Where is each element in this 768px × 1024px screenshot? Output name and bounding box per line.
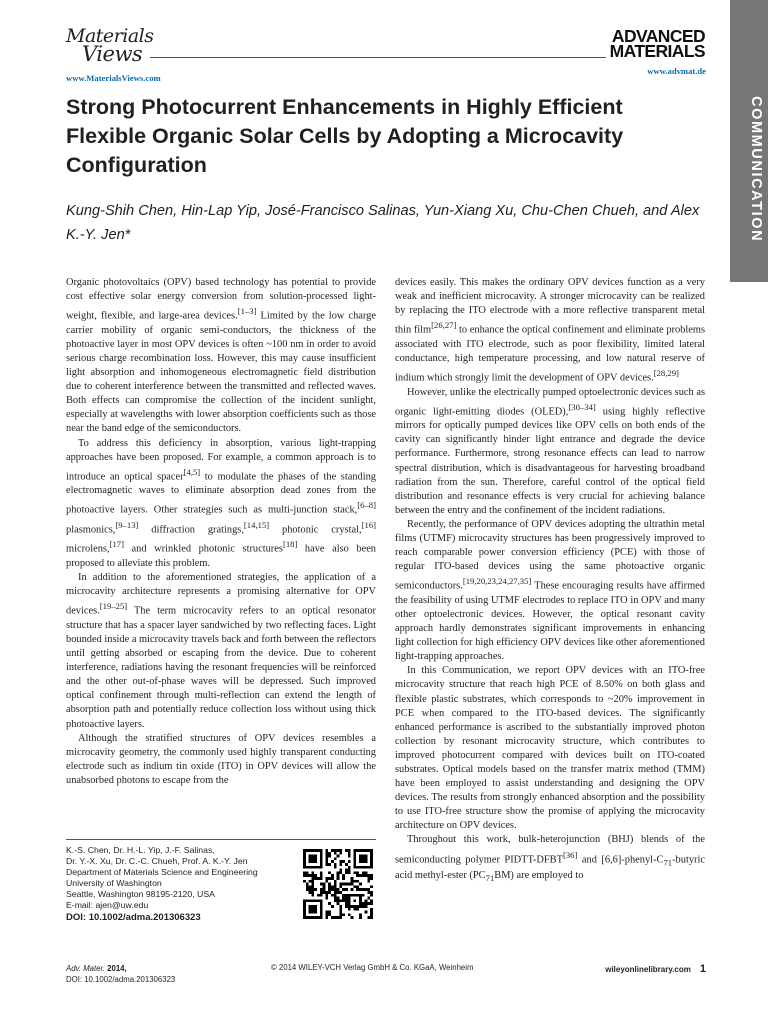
affiliation-line: University of Washington [66,877,162,888]
affiliation-rule [66,839,376,840]
body-right-column [395,276,705,885]
footer-copyright: © 2014 WILEY-VCH Verlag GmbH & Co. KGaA, Weinheim [271,963,474,972]
footer-journal: Adv. Mater. [66,964,105,973]
qr-code-icon[interactable] [303,849,373,924]
article-title: Strong Photocurrent Enhancements in Highly Efficient Flexible Organic Solar Cells by Adopting a Microcavity Configuration [66,95,624,177]
citation[interactable]: [36] [562,849,578,860]
advanced-materials-logo [609,26,705,62]
citation[interactable]: [19,20,23,24,27,35] [462,576,532,587]
affiliation-line: Department of Materials Science and Engineering [66,866,258,877]
paragraph: However, unlike the electrically pumped optoelectronic devices such as organic light-emitting diodes (OLED),[30–34] using highly reflective mirrors for optically pumped devices like OPV cells on both ends of the cavity can significantly hinder light entrance and degrade the device performance. Furthermore, strong resonance effects can lead to narrow spectral distribution, which is disadvantageous for harvesting broadband radiation from the sun. Therefore, careful control of the optical field distribution and resonance effects is very crucial for achieving balance between the entry and the confinement of the incident radiations. [395,386,705,516]
footer-site-link[interactable]: wileyonlinelibrary.com [605,965,691,974]
journal-url[interactable]: www.advmat.de [647,66,706,76]
affiliation-email[interactable]: E-mail: ajen@uw.edu [66,899,149,910]
section-tab [730,0,768,282]
citation[interactable]: [1–3] [237,306,257,317]
affiliation-line: Seattle, Washington 98195-2120, USA [66,888,215,899]
page-number: 1 [699,963,706,975]
paragraph: Throughout this work, bulk-heterojunction (BHJ) blends of the semiconducting polymer PIDTT-DFBT[36] and $[6,6]-phenyl-C_{71}$-butyric acid methyl-ester $(PC_{71}BM)$ are employed to [395,834,705,884]
citation[interactable]: [19–25] [99,601,128,612]
materials-views-logo [66,25,154,67]
citation[interactable]: [30–34] [568,401,596,412]
section-tab-label: COMMUNICATION [748,96,764,243]
article-authors: Kung-Shih Chen, Hin-Lap Yip, José-Francisco Salinas, Yun-Xiang Xu, Chu-Chen Chueh, and Alex K.-Y. Jen* [66,203,700,243]
footer-citation [66,963,175,985]
paragraph: devices easily. This makes the ordinary OPV devices function as a very weak and inefficient microcavity. A stronger microcavity can be realized by replacing the ITO electrode with a more reflective transparent metal thin film[26,27] to enhance the optical confinement and eliminate problems associated with ITO electrode, such as poor flexibility, limited lateral conductance, high temperature processing, and low natural reserve of indium which strongly limit the development of OPV devices.[28,29] [395,277,705,384]
citation[interactable]: [4,5] [183,466,201,477]
citation[interactable]: [28,29] [653,368,679,379]
footer-year: 2014, [105,964,127,973]
body-left-column [66,276,376,788]
article-doi[interactable]: DOI: 10.1002/adma.201306323 [66,912,201,924]
affiliation-line: Dr. Y.-X. Xu, Dr. C.-C. Chueh, Prof. A. K.-Y. Jen [66,855,248,866]
logo-line-1: Materials [66,25,154,47]
header-rule [150,57,606,58]
footer-site [605,963,706,975]
paragraph: To address this deficiency in absorption, various light-trapping approaches have been proposed. For example, a common approach is to introduce an optical spacer[4,5] to modulate the phases of the standing electromagnetic waves to eliminate absorption dead zones from the photoactive layers. Other strategies such as multi-junction stack,[6–8] plasmonics,[9–13] diffraction gratings,[14,15] photonic crystal,[16] microlens,[17] and wrinkled photonic structures[18] have also been proposed to alleviate this problem. [66,437,376,570]
citation[interactable]: [17] [109,539,124,550]
paragraph: Recently, the performance of OPV devices adopting the ultrathin metal films (UTMF) microcavity structures has been progressively improved to reach comparable power conversion efficiency (PCE) with those of regular ITO-based devices using the same photoactive organic semiconductors.[19,20,23,24,27,35] These encouraging results have affirmed the feasibility of using UTMF electrodes to replace ITO in OPV and many other optoelectronic devices. However, the optical resonant cavity approach hardly demonstrates significant improvements in enhancing light collection for high efficiency OPV devices like other aforementioned light-trapping approaches. [395,518,705,663]
citation[interactable]: [6–8] [357,500,376,511]
paragraph: Although the stratified structures of OPV devices resembles a microcavity geometry, the commonly used highly transparent conducting electrode such as indium tin oxide (ITO) in OPV devices will allow the unabsorbed photons to escape from the [66,732,376,786]
citation[interactable]: [26,27] [431,320,457,331]
publisher-url[interactable]: www.MaterialsViews.com [66,73,161,83]
footer-doi[interactable]: DOI: 10.1002/adma.201306323 [66,975,176,984]
paragraph: Organic photovoltaics (OPV) based technology has potential to provide cost effective solar energy conversion from solution-processed light-weight, flexible, and large-area devices.[1–3] Limited by the low charge carrier mobility of organic semi-conductors, the thickness of the photoactive layer in most OPV devices is often ~100 nm in order to avoid serious charge recombination loss. However, this may cause insufficient light absorption and inhomogeneous electromagnetic field distribution due to coherent interference between the transmitted and reflected waves. Both effects can compromise the collection of the incident sunlight, especially at wavelengths with lower absorption coefficients such as those near the band edge of the semiconductors. [66,277,376,435]
citation[interactable]: [16] [361,519,376,530]
citation[interactable]: [18] [282,539,298,550]
affiliation-line: K.-S. Chen, Dr. H.-L. Yip, J.-F. Salinas, [66,845,215,855]
logo-line-2: Views [82,42,143,67]
citation[interactable]: [9–13] [115,519,139,530]
journal-logo-line-2: MATERIALS [609,41,705,62]
citation[interactable]: [14,15] [243,519,270,530]
paragraph: In addition to the aforementioned strategies, the application of a microcavity architecture represents a promising alternative for OPV devices.[19–25] The term microcavity refers to an optical resonator structure that has a spacer layer sandwiched by two reflecting faces. Light bounded inside a microcavity travels back and forth between the reflectors until getting absorbed or escaping from the device. Due to coherent interference, radiations having the resonant frequencies will be reinforced and the other out-of-phase waves will be depressed. Such improved optical confinement through multi-reflection can extend the length of absorption path and potentially reduce collection loss without using thick photoactive layers. [66,572,376,730]
journal-logo-line-1: ADVANCED [611,26,705,46]
paragraph: In this Communication, we report OPV devices with an ITO-free microcavity structure that reach high PCE of 8.50% on both glass and flexible plastic substrates, which corresponds to ~20% improvement in PCE when compared to the ITO-based devices. The significantly enhanced performance is ascribed to the substantially improved photon collection by resonant microcavity structure, which contributes to improved photocurrent compared with devices built on ITO-coated substrates. Optical models based on the transfer matrix method (TMM) have been employed to assist understanding and designing the OPV devices. The results from strongly enhanced absorption and the possibility to use ITO-free structure show the promise of applying the microcavity architecture on OPV devices. [395,665,705,832]
affiliation-block [66,845,306,924]
